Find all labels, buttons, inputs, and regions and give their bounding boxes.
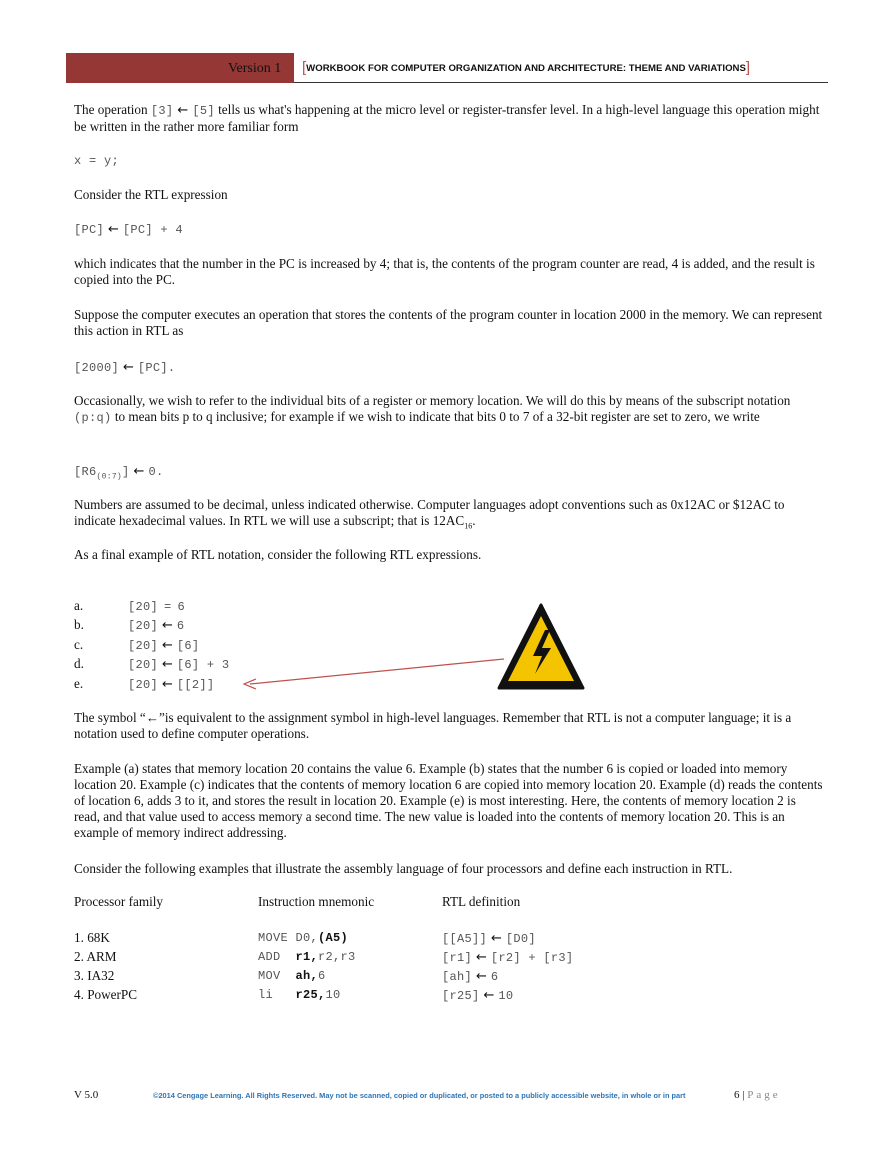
code-r6-bits xyxy=(74,463,163,486)
paragraph-store-pc: Suppose the computer executes an operation that stores the contents of the program counter in location 2000 in the memory. We can represent this action in RTL as xyxy=(74,307,823,338)
footer-version: V 5.0 xyxy=(74,1089,99,1101)
table-cell-rtl xyxy=(442,930,536,947)
para6-subscript: 16 xyxy=(464,521,473,531)
rtl-rhs: 10 xyxy=(498,989,514,1003)
header-title-text: WORKBOOK FOR COMPUTER ORGANIZATION AND ARCHITECTURE: THEME AND VARIATIONS xyxy=(306,63,746,74)
header-title xyxy=(302,58,750,75)
mnemonic-op: ADD xyxy=(258,950,296,964)
table-cell-mnemonic xyxy=(258,987,341,1003)
paragraph-final-example: As a final example of RTL notation, consider the following RTL expressions. xyxy=(74,547,482,562)
example-letter: b. xyxy=(74,617,84,632)
table-header-rtl: RTL definition xyxy=(442,894,521,909)
header-rule xyxy=(294,82,828,83)
header-version: Version 1 xyxy=(228,61,282,76)
mnemonic-op: li xyxy=(258,988,296,1002)
paragraph-numbers-decimal xyxy=(74,497,824,535)
example-lhs: [20] xyxy=(128,639,159,653)
rtl-rhs: 6 xyxy=(490,970,499,984)
para6-text: Numbers are assumed to be decimal, unless indicated otherwise. Computer languages adopt conventions such as 0x12AC or $12AC to indicate hexadecimal values. In RTL we will use a subscript; that is 12AC xyxy=(74,497,785,528)
para5-prefix: Occasionally, we wish to refer to the individual bits of a register or memory location. We will do this by means of the subscript notation xyxy=(74,393,791,408)
mnemonic-src: 10 xyxy=(325,988,341,1002)
mnemonic-op: MOVE D0, xyxy=(258,931,319,945)
rtl-lhs: [r25] xyxy=(442,989,480,1003)
example-rhs: [6] + 3 xyxy=(176,658,230,672)
paragraph-operation xyxy=(74,102,824,135)
table-cell-family: 4. PowerPC xyxy=(74,987,138,1002)
footer-copyright: ©2014 Cengage Learning. All Rights Reserved. May not be scanned, copied or duplicated, or posted to a publicly accessible website, in whole or in part xyxy=(153,1091,686,1100)
code-r6-rhs: 0. xyxy=(148,465,164,479)
table-header-mnemonic: Instruction mnemonic xyxy=(258,894,375,909)
high-voltage-warning-icon xyxy=(497,602,585,692)
assign-arrow: ← xyxy=(133,464,145,479)
code-r6-close: ] xyxy=(122,465,130,479)
example-rhs: 6 xyxy=(177,600,186,614)
assign-arrow: ← xyxy=(476,969,487,984)
table-cell-rtl xyxy=(442,968,498,985)
assign-arrow: ← xyxy=(483,988,495,1003)
paragraph-pc-explanation: which indicates that the number in the PC is increased by 4; that is, the contents of the program counter are read, 4 is added, and the result is copied into the PC. xyxy=(74,256,815,287)
table-cell-rtl xyxy=(442,949,573,966)
paragraph-assembly-intro: Consider the following examples that illustrate the assembly language of four processors and define each instruction in RTL. xyxy=(74,861,733,876)
list-item xyxy=(74,617,184,634)
table-cell-mnemonic xyxy=(258,949,356,965)
footer-page-number xyxy=(734,1089,781,1101)
para5-suffix: to mean bits p to q inclusive; for example if we wish to indicate that bits 0 to 7 of a 32-bit register are set to zero, we write xyxy=(111,409,760,424)
mnemonic-dest: ah, xyxy=(295,969,319,983)
example-lhs: [20] xyxy=(128,600,159,614)
header-bracket-close: ] xyxy=(745,59,751,76)
list-item xyxy=(74,637,199,654)
code-store-2000 xyxy=(74,359,175,376)
header-bracket-open: [ xyxy=(302,59,307,76)
example-op: ← xyxy=(162,677,173,692)
example-letter: d. xyxy=(74,656,84,671)
code-pc-rhs: [PC] + 4 xyxy=(122,223,183,237)
code-x-equals-y: x = y; xyxy=(74,154,120,168)
mnemonic-dest: r1, xyxy=(295,950,319,964)
table-cell-family: 2. ARM xyxy=(74,949,117,964)
pointer-arrowhead xyxy=(244,679,256,689)
mnemonic-src: 6 xyxy=(318,969,326,983)
table-header-family: Processor family xyxy=(74,894,163,909)
example-op: ← xyxy=(162,657,173,672)
pointer-line-stroke xyxy=(250,659,504,684)
assign-arrow: ← xyxy=(177,103,189,118)
example-letter: e. xyxy=(74,676,84,691)
assign-arrow: ← xyxy=(476,950,487,965)
code-pc-lhs: [PC] xyxy=(74,223,105,237)
page-number: 6 xyxy=(734,1089,740,1101)
list-item xyxy=(74,676,214,693)
table-cell-mnemonic xyxy=(258,968,326,984)
paragraph-examples-explanation: Example (a) states that memory location 20 contains the value 6. Example (b) states that the number 6 is copied or loaded into memory location 20. Example (c) indicates that the contents of memory location 6 are copied into memory location 20. Example (d) reads the contents of location 6, adds 3 to it, and stores the result in location 20. Example (e) is most interesting. Here, the contents of memory location 2 is read, and that value used to access memory a second time. The new value is loaded into the contents of memory location 20. This is an example of memory indirect addressing. xyxy=(74,761,823,840)
para6-end: . xyxy=(472,513,476,528)
assign-arrow: ← xyxy=(491,931,502,946)
code-r6-reg: [R6 xyxy=(74,465,97,479)
table-cell-rtl xyxy=(442,987,513,1004)
code-2000-rhs: [PC]. xyxy=(137,361,176,375)
example-rhs: [[2]] xyxy=(176,678,215,692)
mnemonic-op: MOV xyxy=(258,969,296,983)
para1-suffix: tells us what's happening at the micro level or register-transfer level. In a high-level language this operation might be written in the rather more familiar form xyxy=(74,102,820,134)
para1-lhs-code: [3] xyxy=(150,104,174,118)
table-cell-family: 3. IA32 xyxy=(74,968,115,983)
table-cell-family: 1. 68K xyxy=(74,930,110,945)
example-op: ← xyxy=(162,618,173,633)
code-pc-increment xyxy=(74,221,183,238)
code-2000-lhs: [2000] xyxy=(74,361,120,375)
example-op: ← xyxy=(162,638,173,653)
page-label: Page xyxy=(747,1089,781,1101)
code-r6-subscript: (0:7) xyxy=(96,472,123,482)
example-letter: a. xyxy=(74,598,84,613)
rtl-lhs: [[A5]] xyxy=(442,932,488,946)
example-rhs: [6] xyxy=(176,639,200,653)
example-lhs: [20] xyxy=(128,658,159,672)
page-separator: | xyxy=(739,1089,748,1101)
list-item xyxy=(74,656,229,673)
para1-prefix: The operation xyxy=(74,102,151,117)
para5-code: (p:q) xyxy=(74,411,112,425)
rtl-lhs: [r1] xyxy=(442,951,473,965)
rtl-rhs: [D0] xyxy=(505,932,536,946)
mnemonic-dest: (A5) xyxy=(318,931,349,945)
example-lhs: [20] xyxy=(128,619,159,633)
assign-arrow: ← xyxy=(123,360,134,375)
table-cell-mnemonic xyxy=(258,930,348,946)
paragraph-consider-rtl: Consider the RTL expression xyxy=(74,187,228,202)
example-op: = xyxy=(164,600,172,614)
rtl-rhs: [r2] + [r3] xyxy=(490,951,574,965)
paragraph-symbol-explanation: The symbol “←”is equivalent to the assignment symbol in high-level languages. Remember that RTL is not a computer language; it is a notation used to define computer operations. xyxy=(74,710,792,741)
list-item xyxy=(74,598,185,615)
example-letter: c. xyxy=(74,637,84,652)
para1-rhs-code: [5] xyxy=(192,104,215,118)
example-lhs: [20] xyxy=(128,678,159,692)
rtl-lhs: [ah] xyxy=(442,970,473,984)
mnemonic-src: r2,r3 xyxy=(318,950,356,964)
example-rhs: 6 xyxy=(176,619,185,633)
mnemonic-dest: r25, xyxy=(295,988,326,1002)
assign-arrow: ← xyxy=(108,222,119,237)
paragraph-subscript-notation xyxy=(74,393,824,426)
